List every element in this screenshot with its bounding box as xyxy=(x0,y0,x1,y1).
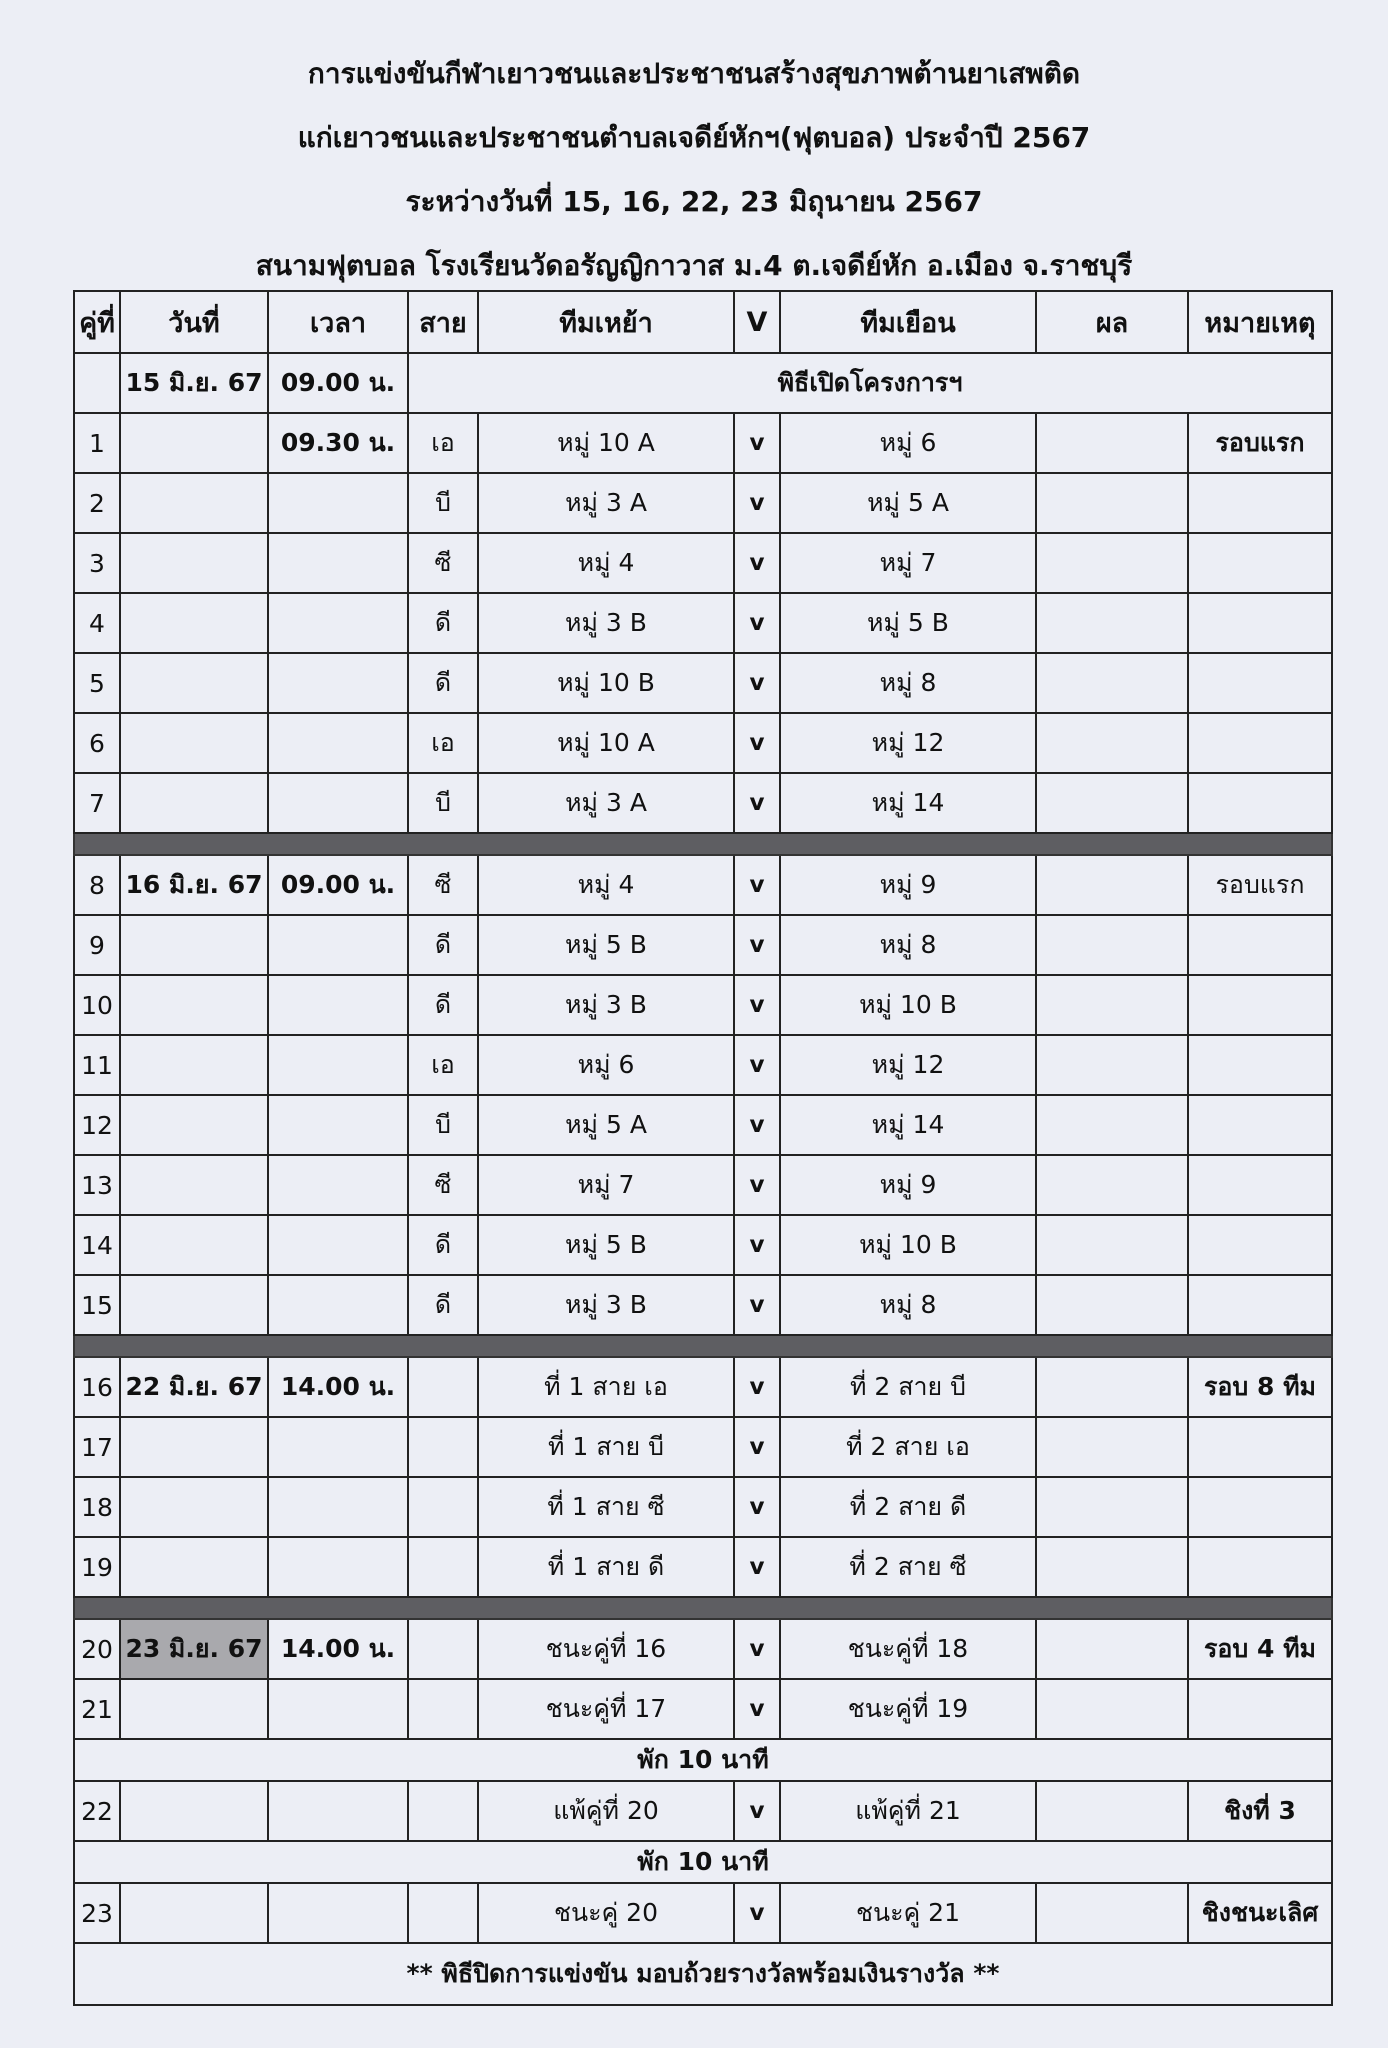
cell-date: 16 มิ.ย. 67 xyxy=(120,855,268,915)
cell-date xyxy=(120,713,268,773)
cell-home: หมู่ 7 xyxy=(478,1155,734,1215)
cell-result xyxy=(1036,773,1188,833)
cell-v: v xyxy=(734,653,780,713)
cell-away: หมู่ 8 xyxy=(780,653,1036,713)
cell-home: หมู่ 3 A xyxy=(478,773,734,833)
table-row xyxy=(74,533,1332,593)
cell-time xyxy=(268,1155,408,1215)
cell-note xyxy=(1188,1215,1332,1275)
cell-time xyxy=(268,975,408,1035)
cell-note xyxy=(1188,593,1332,653)
cell-no: 12 xyxy=(74,1095,120,1155)
cell-no: 3 xyxy=(74,533,120,593)
cell-time xyxy=(268,653,408,713)
cell-date xyxy=(120,533,268,593)
divider-bar xyxy=(74,1597,1332,1619)
cell-note xyxy=(1188,773,1332,833)
cell-home: หมู่ 10 B xyxy=(478,653,734,713)
cell-away: หมู่ 8 xyxy=(780,1275,1036,1335)
cell-home: ที่ 1 สาย ดี xyxy=(478,1537,734,1597)
cell-away: ชนะคู่ 21 xyxy=(780,1883,1036,1943)
cell-v: v xyxy=(734,1477,780,1537)
cell-result xyxy=(1036,1537,1188,1597)
cell-no: 1 xyxy=(74,413,120,473)
cell-home: ชนะคู่ที่ 17 xyxy=(478,1679,734,1739)
col-header-date: วันที่ xyxy=(120,291,268,353)
cell-time xyxy=(268,1275,408,1335)
col-header-result: ผล xyxy=(1036,291,1188,353)
cell-v: v xyxy=(734,1215,780,1275)
cell-home: ชนะคู่ที่ 16 xyxy=(478,1619,734,1679)
opening-row xyxy=(74,353,1332,413)
cell-no: 2 xyxy=(74,473,120,533)
cell-v: v xyxy=(734,473,780,533)
cell-note xyxy=(1188,713,1332,773)
table-row xyxy=(74,1155,1332,1215)
cell-home: หมู่ 5 B xyxy=(478,1215,734,1275)
cell-date: 22 มิ.ย. 67 xyxy=(120,1357,268,1417)
cell-result xyxy=(1036,1417,1188,1477)
cell-result xyxy=(1036,1215,1188,1275)
cell-result xyxy=(1036,593,1188,653)
cell-no: 13 xyxy=(74,1155,120,1215)
table-row xyxy=(74,1275,1332,1335)
table-row xyxy=(74,975,1332,1035)
cell-away: หมู่ 14 xyxy=(780,773,1036,833)
cell-note xyxy=(1188,1035,1332,1095)
table-row xyxy=(74,1417,1332,1477)
cell-home: ที่ 1 สาย บี xyxy=(478,1417,734,1477)
cell-away: หมู่ 5 B xyxy=(780,593,1036,653)
col-header-v: V xyxy=(734,291,780,353)
col-header-note: หมายเหตุ xyxy=(1188,291,1332,353)
cell-note: ชิงที่ 3 xyxy=(1188,1781,1332,1841)
cell-home: หมู่ 5 B xyxy=(478,915,734,975)
cell-result xyxy=(1036,1357,1188,1417)
cell-date xyxy=(120,1679,268,1739)
cell-note: ชิงชนะเลิศ xyxy=(1188,1883,1332,1943)
cell-group: เอ xyxy=(408,713,478,773)
cell-time xyxy=(268,1883,408,1943)
cell-group xyxy=(408,1781,478,1841)
cell-no: 5 xyxy=(74,653,120,713)
cell-away: หมู่ 12 xyxy=(780,713,1036,773)
cell-time: 14.00 น. xyxy=(268,1619,408,1679)
cell-note xyxy=(1188,1275,1332,1335)
table-row xyxy=(74,1619,1332,1679)
cell-group: ดี xyxy=(408,653,478,713)
table-row xyxy=(74,473,1332,533)
cell-v: v xyxy=(734,1679,780,1739)
cell-home: หมู่ 3 A xyxy=(478,473,734,533)
cell-v: v xyxy=(734,1537,780,1597)
cell-time xyxy=(268,1781,408,1841)
cell-result xyxy=(1036,713,1188,773)
cell-result xyxy=(1036,1883,1188,1943)
cell-no: 14 xyxy=(74,1215,120,1275)
cell-home: แพ้คู่ที่ 20 xyxy=(478,1781,734,1841)
cell-result xyxy=(1036,1619,1188,1679)
table-row xyxy=(74,1035,1332,1095)
cell-time: 09.30 น. xyxy=(268,413,408,473)
cell-note xyxy=(1188,533,1332,593)
cell-time xyxy=(268,1537,408,1597)
header-row xyxy=(74,291,1332,353)
col-header-away: ทีมเยือน xyxy=(780,291,1036,353)
cell-group: ซี xyxy=(408,533,478,593)
cell-time xyxy=(268,593,408,653)
cell-group: บี xyxy=(408,1095,478,1155)
cell-away: หมู่ 10 B xyxy=(780,1215,1036,1275)
cell-away: หมู่ 7 xyxy=(780,533,1036,593)
cell-time xyxy=(268,915,408,975)
cell-v: v xyxy=(734,1417,780,1477)
cell-result xyxy=(1036,1155,1188,1215)
cell-no: 11 xyxy=(74,1035,120,1095)
cell-group xyxy=(408,1883,478,1943)
cell-group: บี xyxy=(408,473,478,533)
cell-away: หมู่ 9 xyxy=(780,1155,1036,1215)
cell-time xyxy=(268,1417,408,1477)
cell-v: v xyxy=(734,413,780,473)
divider-bar xyxy=(74,1335,1332,1357)
cell-no: 19 xyxy=(74,1537,120,1597)
cell-group: ดี xyxy=(408,1215,478,1275)
table-cell xyxy=(74,353,120,413)
cell-note: รอบแรก xyxy=(1188,413,1332,473)
table-row xyxy=(74,1095,1332,1155)
cell-no: 16 xyxy=(74,1357,120,1417)
cell-date xyxy=(120,1883,268,1943)
cell-v: v xyxy=(734,855,780,915)
table-row xyxy=(74,413,1332,473)
cell-home: หมู่ 3 B xyxy=(478,1275,734,1335)
cell-time xyxy=(268,1095,408,1155)
cell-away: หมู่ 9 xyxy=(780,855,1036,915)
break-text: พัก 10 นาที xyxy=(74,1841,1332,1883)
cell-away: ชนะคู่ที่ 18 xyxy=(780,1619,1036,1679)
title-line-3: ระหว่างวันที่ 15, 16, 22, 23 มิถุนายน 2567 xyxy=(405,185,983,218)
cell-result xyxy=(1036,915,1188,975)
cell-group: ซี xyxy=(408,855,478,915)
cell-group xyxy=(408,1357,478,1417)
cell-result xyxy=(1036,413,1188,473)
cell-v: v xyxy=(734,1357,780,1417)
cell-date xyxy=(120,1781,268,1841)
table-row xyxy=(74,593,1332,653)
cell-away: หมู่ 5 A xyxy=(780,473,1036,533)
cell-away: ที่ 2 สาย ดี xyxy=(780,1477,1036,1537)
cell-away: ที่ 2 สาย เอ xyxy=(780,1417,1036,1477)
cell-home: หมู่ 10 A xyxy=(478,413,734,473)
cell-date xyxy=(120,1155,268,1215)
table-row xyxy=(74,1679,1332,1739)
cell-result xyxy=(1036,653,1188,713)
col-header-home: ทีมเหย้า xyxy=(478,291,734,353)
table-row xyxy=(74,1215,1332,1275)
cell-away: หมู่ 12 xyxy=(780,1035,1036,1095)
cell-no: 7 xyxy=(74,773,120,833)
cell-no: 18 xyxy=(74,1477,120,1537)
cell-note xyxy=(1188,1679,1332,1739)
cell-result xyxy=(1036,1035,1188,1095)
cell-group xyxy=(408,1417,478,1477)
cell-no: 6 xyxy=(74,713,120,773)
break-text: พัก 10 นาที xyxy=(74,1739,1332,1781)
cell-group: เอ xyxy=(408,1035,478,1095)
cell-time xyxy=(268,713,408,773)
cell-away: หมู่ 10 B xyxy=(780,975,1036,1035)
cell-v: v xyxy=(734,1275,780,1335)
cell-note xyxy=(1188,473,1332,533)
cell-no: 20 xyxy=(74,1619,120,1679)
cell-away: ชนะคู่ที่ 19 xyxy=(780,1679,1036,1739)
cell-note: รอบ 4 ทีม xyxy=(1188,1619,1332,1679)
cell-date xyxy=(120,1215,268,1275)
table-row xyxy=(74,1357,1332,1417)
cell-date xyxy=(120,1095,268,1155)
cell-group xyxy=(408,1679,478,1739)
cell-time xyxy=(268,773,408,833)
cell-result xyxy=(1036,1781,1188,1841)
cell-home: ที่ 1 สาย ซี xyxy=(478,1477,734,1537)
cell-no: 17 xyxy=(74,1417,120,1477)
cell-note xyxy=(1188,1155,1332,1215)
cell-result xyxy=(1036,975,1188,1035)
cell-date xyxy=(120,593,268,653)
cell-no: 22 xyxy=(74,1781,120,1841)
cell-group: ดี xyxy=(408,915,478,975)
footer-row xyxy=(74,1943,1332,2005)
cell-home: หมู่ 3 B xyxy=(478,593,734,653)
cell-time xyxy=(268,1215,408,1275)
schedule-table xyxy=(73,290,1333,2006)
cell-date xyxy=(120,413,268,473)
opening-time: 09.00 น. xyxy=(268,353,408,413)
title-line-1: การแข่งขันกีฬาเยาวชนและประชาชนสร้างสุขภาพต้านยาเสพติด xyxy=(307,57,1081,90)
cell-v: v xyxy=(734,773,780,833)
cell-note xyxy=(1188,653,1332,713)
cell-note: รอบ 8 ทีม xyxy=(1188,1357,1332,1417)
cell-time: 09.00 น. xyxy=(268,855,408,915)
cell-note xyxy=(1188,1537,1332,1597)
cell-group: ดี xyxy=(408,975,478,1035)
col-header-group: สาย xyxy=(408,291,478,353)
cell-date xyxy=(120,653,268,713)
cell-time xyxy=(268,473,408,533)
table-row xyxy=(74,1781,1332,1841)
cell-date xyxy=(120,1477,268,1537)
cell-no: 10 xyxy=(74,975,120,1035)
cell-home: หมู่ 4 xyxy=(478,855,734,915)
cell-time xyxy=(268,1679,408,1739)
cell-date xyxy=(120,975,268,1035)
cell-home: หมู่ 6 xyxy=(478,1035,734,1095)
table-row xyxy=(74,1883,1332,1943)
cell-group: บี xyxy=(408,773,478,833)
cell-v: v xyxy=(734,1619,780,1679)
title-line-2: แก่เยาวชนและประชาชนตำบลเจดีย์หักฯ(ฟุตบอล) ประจำปี 2567 xyxy=(297,121,1091,154)
cell-note xyxy=(1188,1095,1332,1155)
cell-v: v xyxy=(734,593,780,653)
cell-time xyxy=(268,1477,408,1537)
break-row xyxy=(74,1841,1332,1883)
cell-note: รอบแรก xyxy=(1188,855,1332,915)
cell-group: ซี xyxy=(408,1155,478,1215)
cell-v: v xyxy=(734,915,780,975)
divider-bar xyxy=(74,833,1332,855)
cell-result xyxy=(1036,1679,1188,1739)
table-row xyxy=(74,1477,1332,1537)
cell-note xyxy=(1188,915,1332,975)
cell-no: 15 xyxy=(74,1275,120,1335)
cell-group xyxy=(408,1537,478,1597)
cell-home: ชนะคู่ 20 xyxy=(478,1883,734,1943)
cell-group: ดี xyxy=(408,1275,478,1335)
cell-away: ที่ 2 สาย ซี xyxy=(780,1537,1036,1597)
cell-date xyxy=(120,1275,268,1335)
cell-date xyxy=(120,915,268,975)
cell-v: v xyxy=(734,1781,780,1841)
cell-time: 14.00 น. xyxy=(268,1357,408,1417)
cell-away: หมู่ 14 xyxy=(780,1095,1036,1155)
cell-date xyxy=(120,1035,268,1095)
cell-v: v xyxy=(734,1155,780,1215)
cell-result xyxy=(1036,473,1188,533)
cell-no: 8 xyxy=(74,855,120,915)
opening-date: 15 มิ.ย. 67 xyxy=(120,353,268,413)
cell-time xyxy=(268,1035,408,1095)
cell-result xyxy=(1036,533,1188,593)
cell-date xyxy=(120,1537,268,1597)
cell-home: หมู่ 4 xyxy=(478,533,734,593)
cell-away: ที่ 2 สาย บี xyxy=(780,1357,1036,1417)
cell-v: v xyxy=(734,1035,780,1095)
section-divider xyxy=(74,1335,1332,1357)
cell-note xyxy=(1188,1477,1332,1537)
cell-home: หมู่ 5 A xyxy=(478,1095,734,1155)
cell-date xyxy=(120,473,268,533)
section-divider xyxy=(74,833,1332,855)
cell-group xyxy=(408,1619,478,1679)
cell-home: หมู่ 10 A xyxy=(478,713,734,773)
cell-date xyxy=(120,1417,268,1477)
cell-result xyxy=(1036,1275,1188,1335)
cell-group xyxy=(408,1477,478,1537)
break-row xyxy=(74,1739,1332,1781)
cell-date xyxy=(120,773,268,833)
cell-away: แพ้คู่ที่ 21 xyxy=(780,1781,1036,1841)
cell-group: เอ xyxy=(408,413,478,473)
table-row xyxy=(74,653,1332,713)
cell-result xyxy=(1036,855,1188,915)
cell-note xyxy=(1188,1417,1332,1477)
schedule-body xyxy=(74,353,1332,2005)
cell-no: 21 xyxy=(74,1679,120,1739)
cell-group: ดี xyxy=(408,593,478,653)
cell-v: v xyxy=(734,1883,780,1943)
cell-result xyxy=(1036,1477,1188,1537)
table-row xyxy=(74,713,1332,773)
document-header xyxy=(0,42,1388,298)
col-header-no: คู่ที่ xyxy=(74,291,120,353)
cell-no: 9 xyxy=(74,915,120,975)
title-line-4: สนามฟุตบอล โรงเรียนวัดอรัญญิกาวาส ม.4 ต.เจดีย์หัก อ.เมือง จ.ราชบุรี xyxy=(255,249,1133,282)
table-row xyxy=(74,855,1332,915)
cell-no: 4 xyxy=(74,593,120,653)
cell-v: v xyxy=(734,533,780,593)
table-row xyxy=(74,1537,1332,1597)
cell-result xyxy=(1036,1095,1188,1155)
cell-away: หมู่ 8 xyxy=(780,915,1036,975)
table-row xyxy=(74,915,1332,975)
col-header-time: เวลา xyxy=(268,291,408,353)
cell-v: v xyxy=(734,1095,780,1155)
cell-date: 23 มิ.ย. 67 xyxy=(120,1619,268,1679)
cell-no: 23 xyxy=(74,1883,120,1943)
cell-home: ที่ 1 สาย เอ xyxy=(478,1357,734,1417)
cell-note xyxy=(1188,975,1332,1035)
section-divider xyxy=(74,1597,1332,1619)
closing-ceremony-note: ** พิธีปิดการแข่งขัน มอบถ้วยรางวัลพร้อมเงินรางวัล ** xyxy=(74,1943,1332,2005)
cell-v: v xyxy=(734,975,780,1035)
cell-v: v xyxy=(734,713,780,773)
table-row xyxy=(74,773,1332,833)
cell-time xyxy=(268,533,408,593)
cell-home: หมู่ 3 B xyxy=(478,975,734,1035)
opening-text: พิธีเปิดโครงการฯ xyxy=(408,353,1332,413)
cell-away: หมู่ 6 xyxy=(780,413,1036,473)
